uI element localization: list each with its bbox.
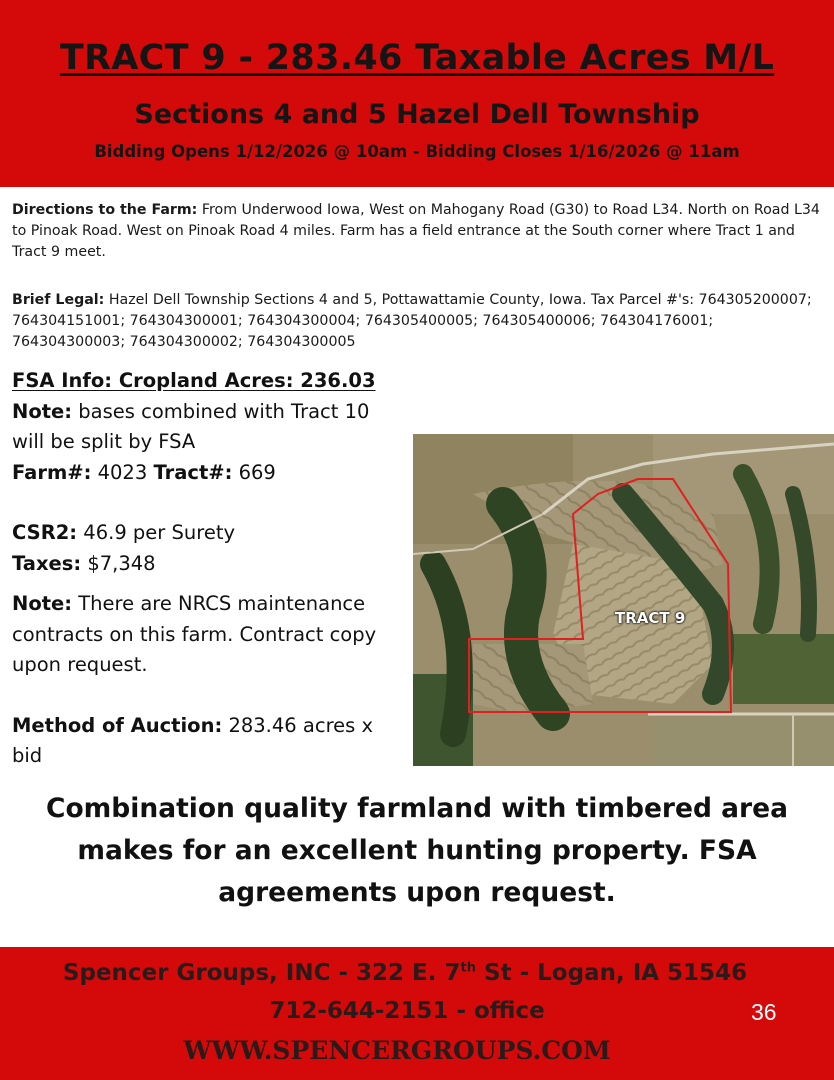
farm-value: 4023 — [91, 460, 154, 484]
fsa-note-text: bases combined with Tract 10 will be split by FSA — [12, 399, 370, 453]
legal-paragraph — [12, 290, 824, 353]
legal-label: Brief Legal: — [12, 292, 105, 308]
method-line — [12, 711, 407, 772]
nrcs-note-label: Note: — [12, 592, 73, 615]
promo-text: Combination quality farmland with timbered area makes for an excellent hunting property. FSA agreements upon request. — [46, 793, 788, 908]
farm-tract-line — [12, 458, 407, 489]
nrcs-note — [12, 589, 407, 681]
csr-line — [12, 518, 407, 549]
page-title: TRACT 9 - 283.46 Taxable Acres M/L — [59, 38, 775, 78]
aerial-map-image — [413, 434, 834, 766]
page-subtitle: Sections 4 and 5 Hazel Dell Township — [134, 99, 700, 130]
fsa-note-label: Note: — [12, 399, 73, 423]
company-address — [0, 960, 810, 986]
spacer — [12, 681, 407, 711]
office-phone: 712-644-2151 - office — [269, 998, 545, 1024]
bidding-dates: Bidding Opens 1/12/2026 @ 10am - Bidding Closes 1/16/2026 @ 11am — [94, 142, 740, 161]
address-part1: Spencer Groups, INC - 322 E. 7 — [62, 960, 461, 986]
tract-label: Tract#: — [153, 460, 233, 484]
fsa-note — [12, 397, 407, 458]
legal-text: Hazel Dell Township Sections 4 and 5, Pottawattamie County, Iowa. Tax Parcel #'s: 764305200007; 764304151001; 764304300001; 764304300004; 764305400005; 764305400006; 764304176001; 764304300003; 764304300002; 764304300005 — [12, 292, 812, 350]
directions-text: From Underwood Iowa, West on Mahogany Road (G30) to Road L34. North on Road L34 to Pinoak Road. West on Pinoak Road 4 miles. Farm has a field entrance at the South corner where Tract 1 and Tract 9 meet. — [12, 202, 820, 260]
taxes-line — [12, 549, 407, 580]
taxes-label: Taxes: — [12, 551, 82, 575]
address-part2: St - Logan, IA 51546 — [476, 960, 748, 986]
method-label: Method of Auction: — [12, 713, 223, 737]
csr-value: 46.9 per Surety — [77, 521, 236, 544]
taxes-value: $7,348 — [81, 551, 156, 575]
farm-label: Farm#: — [12, 460, 92, 484]
spacer — [12, 488, 407, 518]
map-tract-label: TRACT 9 — [615, 609, 686, 627]
directions-paragraph — [12, 200, 824, 263]
nrcs-note-text: There are NRCS maintenance contracts on this farm. Contract copy upon request. — [12, 592, 377, 676]
directions-label: Directions to the Farm: — [12, 202, 198, 218]
website-link[interactable]: WWW.SPENCERGROUPS.COM — [183, 1036, 611, 1065]
fsa-info-block — [12, 366, 407, 772]
method-text: 283.46 acres x bid — [12, 713, 374, 767]
page-number: 36 — [751, 999, 777, 1025]
spacer — [12, 579, 407, 589]
address-superscript: th — [460, 960, 476, 976]
fsa-heading: FSA Info: Cropland Acres: 236.03 — [12, 369, 376, 392]
tract-value: 669 — [232, 460, 276, 484]
aerial-map — [413, 434, 834, 766]
csr-label: CSR2: — [12, 521, 78, 544]
